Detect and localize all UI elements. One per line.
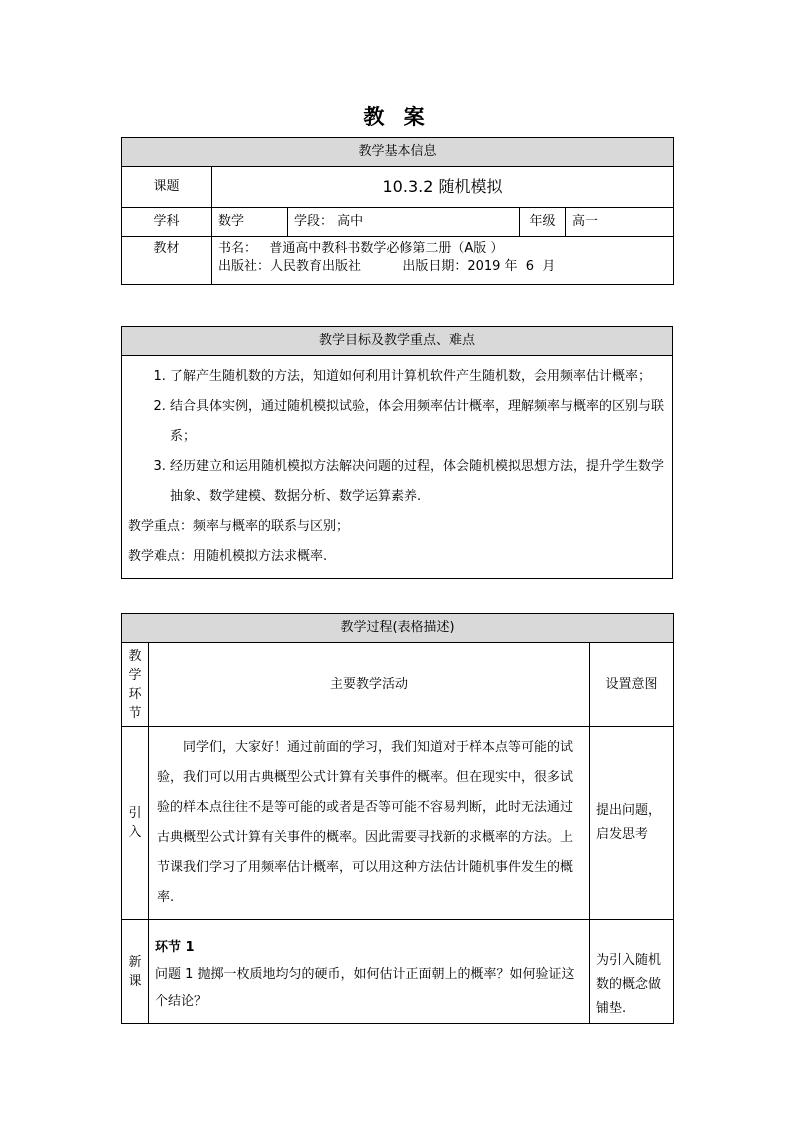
process-header: 教学过程(表格描述) <box>122 614 674 643</box>
stage-column-header <box>122 643 149 727</box>
lesson-title: 10.3.2 随机模拟 <box>212 167 674 208</box>
activity-column-header: 主要教学活动 <box>149 643 590 727</box>
stage-intro-label: 引 入 <box>128 806 142 840</box>
goals-content <box>122 356 673 579</box>
intent-column-header: 设置意图 <box>590 643 674 727</box>
intro-activity <box>149 727 590 920</box>
section-title: 环节 1 <box>155 940 195 955</box>
goals-table <box>121 326 673 579</box>
basic-info-table <box>121 137 674 285</box>
stage-value: 学段： 高中 <box>288 208 520 237</box>
difficulty: 教学难点：用随机模拟方法求概率. <box>128 549 328 564</box>
book-name-line: 书名： 普通高中教科书数学必修第二册（A版 ） <box>218 241 504 256</box>
goals-list <box>128 362 664 512</box>
subject-value: 数学 <box>212 208 288 237</box>
goal-item: 1. 了解产生随机数的方法，知道如何利用计算机软件产生随机数，会用频率估计概率； <box>170 362 664 392</box>
goals-header: 教学目标及教学重点、难点 <box>122 327 673 356</box>
stage-intro <box>122 727 149 920</box>
topic-label: 课题 <box>122 167 212 208</box>
document-title: 教 案 <box>363 105 431 129</box>
key-point: 教学重点：频率与概率的联系与区别； <box>128 519 350 534</box>
grade-label: 年级 <box>520 208 566 237</box>
process-table <box>121 613 674 1024</box>
textbook-label: 教材 <box>122 237 212 285</box>
intro-intent: 提出问题，启发思考 <box>590 727 674 920</box>
new-lesson-activity <box>149 920 590 1024</box>
subject-label: 学科 <box>122 208 212 237</box>
goal-item: 3. 经历建立和运用随机模拟方法解决问题的过程，体会随机模拟思想方法，提升学生数学抽象、数学建模、数据分析、数学运算素养. <box>170 452 664 512</box>
new-lesson-intent: 为引入随机数的概念做铺垫. <box>590 920 674 1024</box>
basic-info-header: 教学基本信息 <box>122 138 674 167</box>
stage-column-label: 教 学 环 节 <box>128 648 142 721</box>
publisher-line: 出版社：人民教育出版社 出版日期：2019 年 6 月 <box>218 259 556 274</box>
question-1: 问题 1 抛掷一枚质地均匀的硬币，如何估计正面朝上的概率？如何验证这个结论？ <box>155 967 575 1009</box>
goal-item: 2. 结合具体实例，通过随机模拟试验，体会用频率估计概率，理解频率与概率的区别与联系； <box>170 392 664 452</box>
grade-value: 高一 <box>566 208 674 237</box>
stage-new-lesson-label: 新 课 <box>128 954 142 989</box>
textbook-info <box>212 237 674 285</box>
stage-new-lesson <box>122 920 149 1024</box>
intro-activity-text: 同学们，大家好！通过前面的学习，我们知道对于样本点等可能的试验，我们可以用古典概型公式计算有关事件的概率。但在现实中，很多试验的样本点往往不是等可能的或者是否等可能不容易判断，此时无法通过古典概型公式计算有关事件的概率。因此需要寻找新的求概率的方法。上节课我们学习了用频率估计概率，可以用这种方法估计随机事件发生的概率. <box>157 740 574 905</box>
